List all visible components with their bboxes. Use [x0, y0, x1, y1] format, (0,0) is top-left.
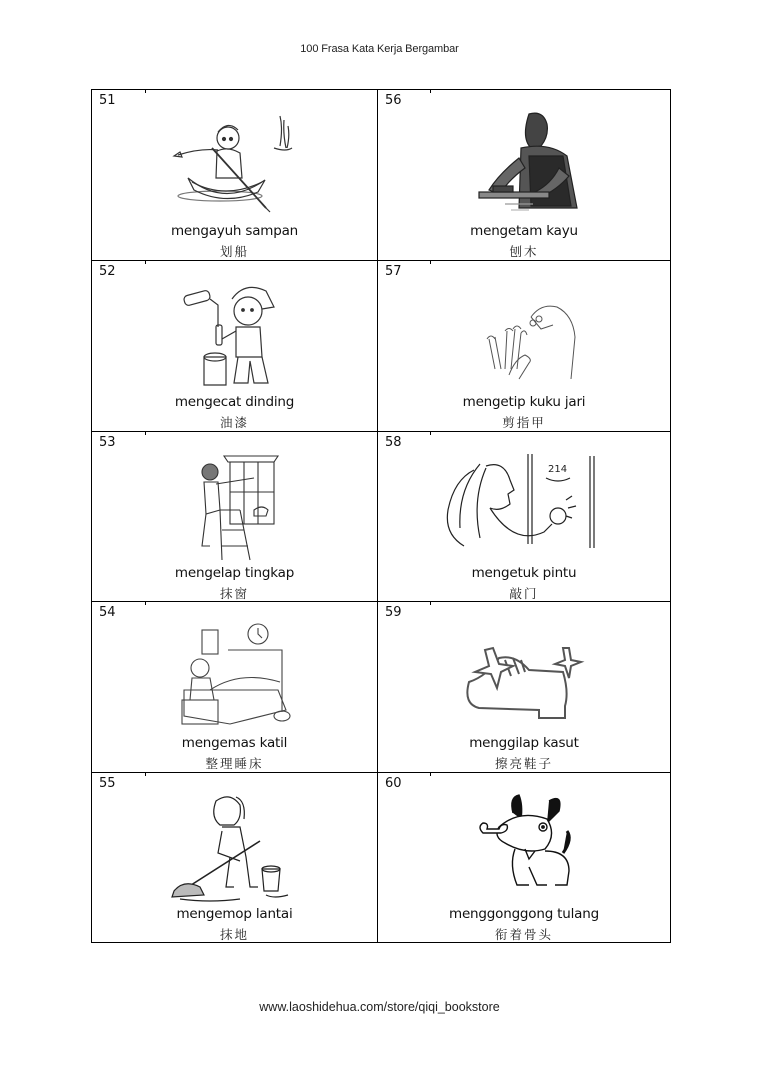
- vocab-card: [92, 261, 378, 432]
- card-number: 54: [99, 605, 116, 620]
- malay-phrase: mengayuh sampan: [170, 223, 299, 239]
- border-tick: [430, 260, 431, 264]
- card-number: 60: [385, 776, 402, 791]
- card-number: 58: [385, 435, 402, 450]
- girl-making-bed-icon: [170, 620, 300, 732]
- boy-rowing-boat-icon: [170, 108, 300, 220]
- malay-phrase: mengetuk pintu: [471, 565, 577, 581]
- border-tick: [430, 89, 431, 93]
- chinese-phrase: 擦亮鞋子: [494, 756, 553, 771]
- border-tick: [145, 601, 146, 605]
- malay-phrase: menggilap kasut: [469, 735, 579, 751]
- chinese-phrase: 敲门: [509, 586, 539, 601]
- border-tick: [145, 89, 146, 93]
- card-number: 55: [99, 776, 116, 791]
- card-number: 52: [99, 264, 116, 279]
- chinese-phrase: 整理睡床: [205, 756, 264, 771]
- vocab-card: [378, 90, 670, 261]
- svg-text:214: 214: [548, 464, 568, 475]
- vocab-card: [92, 773, 378, 942]
- shiny-shoe-icon: [459, 620, 589, 732]
- malay-phrase: mengetip kuku jari: [462, 394, 586, 410]
- malay-phrase: mengelap tingkap: [174, 565, 295, 581]
- page-footer-url: www.laoshidehua.com/store/qiqi_bookstore: [259, 1000, 500, 1014]
- card-number: 57: [385, 264, 402, 279]
- page-header-title: 100 Frasa Kata Kerja Bergambar: [300, 43, 459, 55]
- border-tick: [430, 772, 431, 776]
- border-tick: [430, 601, 431, 605]
- chinese-phrase: 刨木: [509, 244, 539, 259]
- vocab-card: [92, 432, 378, 602]
- malay-phrase: mengemas katil: [181, 735, 288, 751]
- vocab-card: [378, 773, 670, 942]
- chinese-phrase: 抹地: [219, 927, 249, 942]
- card-number: 53: [99, 435, 116, 450]
- border-tick: [145, 260, 146, 264]
- hands-clipping-nails-icon: [459, 279, 589, 391]
- woman-mopping-floor-icon: [170, 791, 300, 903]
- boy-painting-roller-icon: [170, 279, 300, 391]
- border-tick: [145, 772, 146, 776]
- chinese-phrase: 油漆: [219, 415, 249, 430]
- woman-knocking-door-icon: [434, 450, 614, 562]
- card-number: 59: [385, 605, 402, 620]
- woman-wiping-window-icon: [170, 450, 300, 562]
- border-tick: [145, 431, 146, 435]
- vocab-card: [92, 90, 378, 261]
- border-tick: [430, 431, 431, 435]
- vocab-card: [92, 602, 378, 773]
- vocab-card: [378, 432, 670, 602]
- vocab-card: [378, 261, 670, 432]
- dog-holding-bone-icon: [459, 791, 589, 903]
- vocab-card: [378, 602, 670, 773]
- carpenter-planing-wood-icon: [459, 108, 589, 220]
- chinese-phrase: 剪指甲: [502, 415, 546, 430]
- malay-phrase: mengemop lantai: [176, 906, 293, 922]
- chinese-phrase: 划船: [219, 244, 249, 259]
- card-number: 56: [385, 93, 402, 108]
- vocabulary-card-grid: [91, 89, 671, 943]
- chinese-phrase: 衔着骨头: [494, 927, 553, 942]
- malay-phrase: menggonggong tulang: [449, 906, 599, 922]
- malay-phrase: mengecat dinding: [174, 394, 295, 410]
- card-number: 51: [99, 93, 116, 108]
- chinese-phrase: 抹窗: [219, 586, 249, 601]
- malay-phrase: mengetam kayu: [470, 223, 578, 239]
